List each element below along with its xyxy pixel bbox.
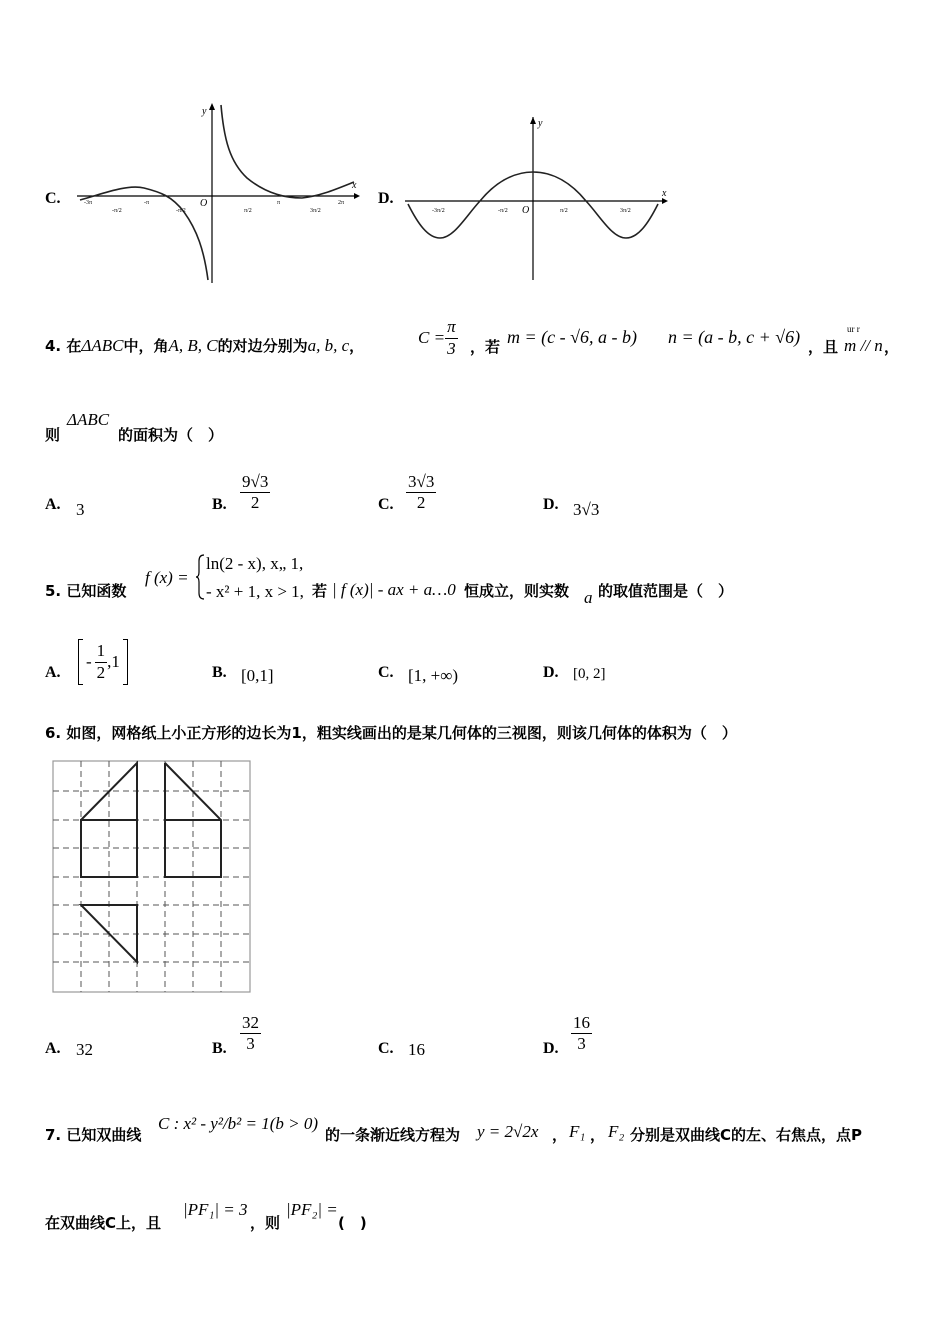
- focus-f1: F₁: [569, 1122, 586, 1141]
- graph-d-tick: -3π/2: [432, 208, 445, 214]
- parallel-condition: m // n: [844, 336, 883, 355]
- graph-d-label: D.: [378, 190, 394, 207]
- q5-option-d-value: [0, 2]: [573, 666, 606, 682]
- graph-c-tick: -π/2: [112, 208, 122, 214]
- q6-option-a-value: 32: [76, 1040, 93, 1059]
- q4-option-c-label[interactable]: C.: [378, 496, 394, 513]
- q4-option-a-label[interactable]: A.: [45, 496, 61, 513]
- q6-option-d-label[interactable]: D.: [543, 1040, 559, 1057]
- graph-c-label: C.: [45, 190, 61, 207]
- q5-option-c-value: [1, +∞): [408, 666, 459, 685]
- q4-option-c-value: $\frac{3√3}{2}$: [408, 472, 435, 513]
- graph-c-tick: -3π: [84, 200, 93, 206]
- question-6-line: 6. 如图，网格纸上小正方形的边长为1，粗实线画出的是某几何体的三视图，则该几何体的体积为（ ）: [45, 724, 737, 742]
- focus-f2: F₂: [608, 1122, 625, 1141]
- inequality: | f (x)| - ax + a…0: [332, 580, 456, 599]
- question-4-line-2: 则: [45, 426, 61, 444]
- q6-option-c-label[interactable]: C.: [378, 1040, 394, 1057]
- question-number: 6.: [45, 724, 62, 742]
- graph-c-tick: -π: [144, 200, 150, 206]
- graph-d: [400, 112, 670, 282]
- graph-c-y-label: y: [202, 106, 207, 117]
- q4-option-a-value: 3: [76, 500, 85, 519]
- q5-option-a-value: - $\frac{1}{2}$ ,1: [78, 640, 128, 684]
- graph-c-x-label: x: [352, 180, 357, 191]
- q5-option-c-label[interactable]: C.: [378, 664, 394, 681]
- front-view: [81, 763, 137, 877]
- question-number: 7.: [45, 1126, 62, 1144]
- graph-c-origin: O: [200, 198, 208, 209]
- graph-c-tick: 3π/2: [310, 208, 321, 214]
- piecewise-case-2: - x² + 1, x > 1,: [206, 582, 304, 601]
- q6-option-b-label[interactable]: B.: [212, 1040, 227, 1057]
- vector-n: n = (a - b, c + √6): [668, 327, 801, 347]
- q4-option-b-label[interactable]: B.: [212, 496, 227, 513]
- pf1-distance: |PF₁| = 3: [183, 1200, 248, 1219]
- graph-d-origin: O: [522, 205, 530, 216]
- graph-d-x-label: x: [662, 188, 667, 199]
- q4-option-b-value: $\frac{9√3}{2}$: [242, 472, 269, 513]
- q4-option-d-label[interactable]: D.: [543, 496, 559, 513]
- q6-option-d-value: $\frac{16}{3}$: [573, 1013, 590, 1054]
- graph-c-tick: -π/2: [176, 208, 186, 214]
- question-4-line-1: 4. 在ΔABC中，角A, B, C的对边分别为a, b, c，: [45, 336, 365, 355]
- graph-c-tick: π/2: [244, 208, 252, 214]
- question-number: 5.: [45, 582, 62, 600]
- three-view-grid-figure: [52, 760, 252, 993]
- graph-c-curve-right: [221, 105, 354, 198]
- function-f: f (x) =: [145, 568, 189, 587]
- q5-option-d-label[interactable]: D.: [543, 664, 559, 681]
- q5-option-a-label[interactable]: A.: [45, 664, 61, 681]
- q5-option-b-label[interactable]: B.: [212, 664, 227, 681]
- question-number: 4.: [45, 337, 62, 355]
- q6-option-c-value: 16: [408, 1040, 425, 1059]
- graph-c: [72, 100, 362, 285]
- q4-option-d-value: 3√3: [573, 500, 600, 519]
- graph-d-tick: π/2: [560, 208, 568, 214]
- q5-option-b-value: [0,1]: [241, 666, 274, 685]
- vector-m: m = (c - √6, a - b): [507, 327, 637, 347]
- angle-c-equation: C = $\frac{\pi}{3}$: [418, 317, 456, 358]
- piecewise-case-1: ln(2 - x), x„ 1,: [206, 554, 304, 573]
- question-5-line: 5. 已知函数: [45, 582, 127, 600]
- question-7-line-1: 7. 已知双曲线: [45, 1126, 142, 1144]
- graph-c-tick: π: [277, 200, 281, 206]
- graph-d-tick: -π/2: [498, 208, 508, 214]
- hyperbola-equation: C : x² - y²/b² = 1(b > 0): [158, 1114, 319, 1133]
- q6-option-b-value: $\frac{32}{3}$: [242, 1013, 259, 1054]
- question-7-line-2: 在双曲线C上，且: [45, 1214, 162, 1232]
- q6-option-a-label[interactable]: A.: [45, 1040, 61, 1057]
- piecewise-brace: [196, 553, 206, 601]
- asymptote-equation: y = 2√2x: [477, 1122, 539, 1141]
- graph-d-tick: 3π/2: [620, 208, 631, 214]
- graph-d-y-label: y: [538, 118, 543, 129]
- graph-c-tick: 2π: [338, 200, 345, 206]
- pf2-distance: |PF₂| =: [286, 1200, 338, 1219]
- triangle-abc: ΔABC: [81, 336, 124, 355]
